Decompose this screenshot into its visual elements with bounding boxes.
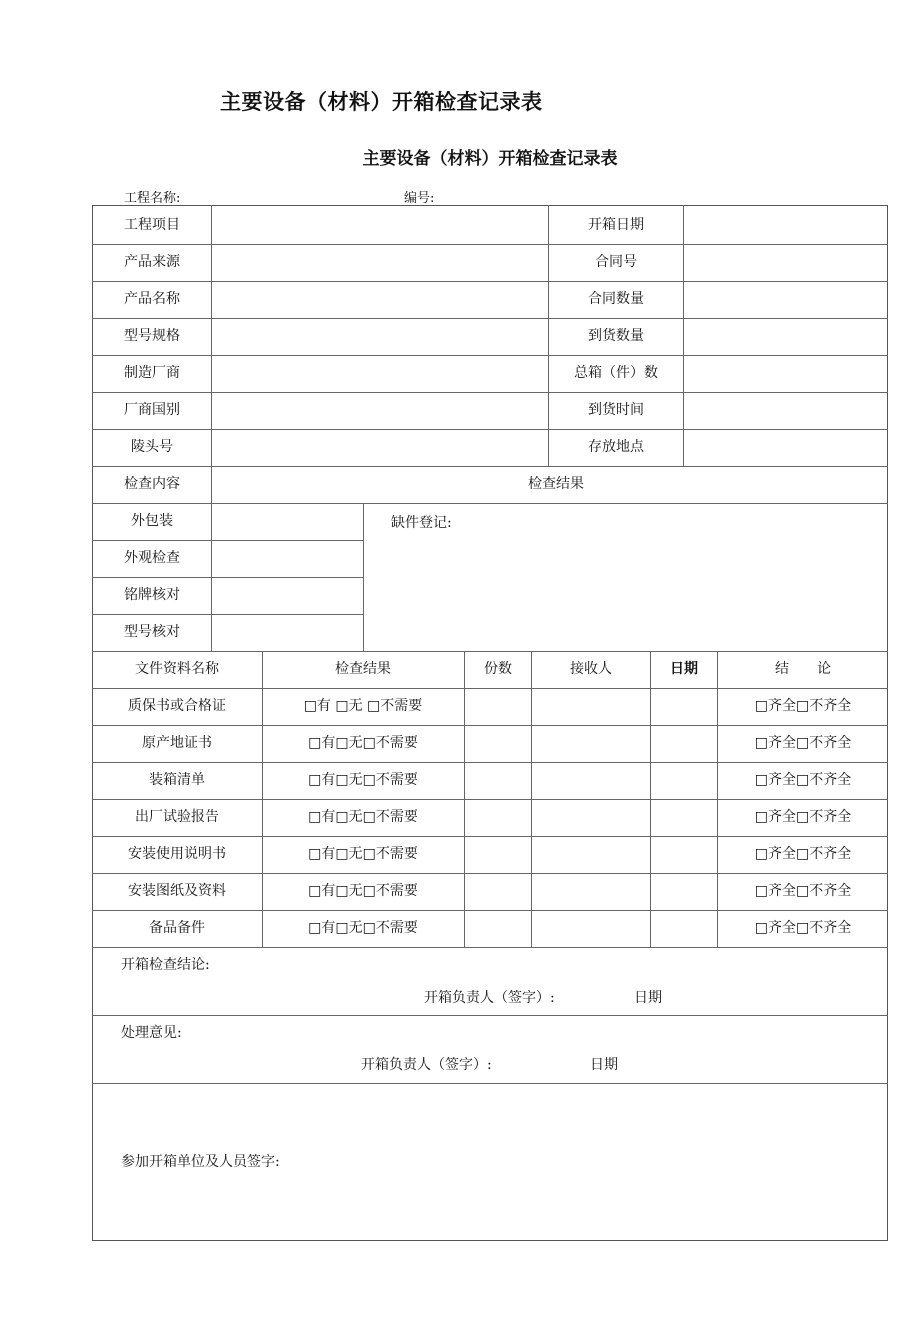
doc-row-conclusion[interactable]: □齐全□不齐全 — [754, 920, 852, 936]
doc-row-name: 装箱清单 — [149, 772, 205, 788]
inspection-content-header: 检查内容 — [124, 476, 180, 492]
doc-row-name: 安装图纸及资料 — [128, 883, 226, 899]
inspection-item-model: 型号核对 — [124, 624, 180, 640]
doc-row-conclusion[interactable]: □齐全□不齐全 — [754, 809, 852, 825]
info-label-marking-number: 陵头号 — [131, 439, 173, 455]
inspection-result-header: 检查结果 — [528, 476, 584, 492]
info-label-product-source: 产品来源 — [124, 254, 180, 270]
info-label-model-spec: 型号规格 — [124, 328, 180, 344]
doc-header-name: 文件资料名称 — [135, 661, 219, 677]
doc-row-result[interactable]: □有□无□不需要 — [308, 772, 418, 788]
opinion-date-label: 日期 — [590, 1057, 618, 1073]
doc-header-receiver: 接收人 — [570, 661, 612, 677]
info-label-manufacturer: 制造厂商 — [124, 365, 180, 381]
doc-row-result[interactable]: □有□无□不需要 — [308, 883, 418, 899]
doc-row-conclusion[interactable]: □齐全□不齐全 — [754, 846, 852, 862]
inspection-item-appearance: 外观检查 — [124, 550, 180, 566]
defect-registration-label: 缺件登记: — [391, 515, 452, 531]
conclusion-date-label: 日期 — [634, 990, 662, 1006]
doc-row-name: 质保书或合格证 — [128, 698, 226, 714]
info-label-product-name: 产品名称 — [124, 291, 180, 307]
info-label-total-boxes: 总箱（件）数 — [574, 365, 658, 381]
inspection-item-packaging: 外包装 — [131, 513, 173, 529]
info-label-contract-quantity: 合同数量 — [588, 291, 644, 307]
project-name-label: 工程名称: — [124, 191, 181, 206]
doc-header-copies: 份数 — [484, 661, 512, 677]
doc-row-result[interactable]: □有□无□不需要 — [308, 846, 418, 862]
info-label-delivered-quantity: 到货数量 — [588, 328, 644, 344]
handling-opinion-label: 处理意见: — [121, 1025, 182, 1041]
info-label-manufacturer-country: 厂商国别 — [124, 402, 180, 418]
doc-row-conclusion[interactable]: □齐全□不齐全 — [754, 772, 852, 788]
doc-header-date: 日期 — [670, 661, 698, 677]
page-title: 主要设备（材料）开箱检查记录表 — [220, 90, 543, 114]
doc-row-conclusion[interactable]: □齐全□不齐全 — [754, 735, 852, 751]
info-label-arrival-time: 到货时间 — [588, 402, 644, 418]
doc-row-name: 出厂试验报告 — [135, 809, 219, 825]
conclusion-signer-label: 开箱负责人（签字）: — [424, 990, 555, 1006]
doc-row-conclusion[interactable]: □齐全□不齐全 — [754, 698, 852, 714]
doc-row-conclusion[interactable]: □齐全□不齐全 — [754, 883, 852, 899]
doc-row-result[interactable]: □有 □无 □不需要 — [303, 698, 423, 714]
doc-header-check-result: 检查结果 — [335, 661, 391, 677]
inspection-item-nameplate: 铭牌核对 — [124, 587, 180, 603]
doc-row-name: 原产地证书 — [142, 735, 212, 751]
opinion-signer-label: 开箱负责人（签字）: — [361, 1057, 492, 1073]
doc-row-name: 备品备件 — [149, 920, 205, 936]
form-title: 主要设备（材料）开箱检查记录表 — [362, 149, 618, 169]
doc-row-result[interactable]: □有□无□不需要 — [308, 920, 418, 936]
info-label-project-item: 工程项目 — [124, 217, 180, 233]
info-label-contract-number: 合同号 — [595, 254, 637, 270]
info-label-storage-location: 存放地点 — [588, 439, 644, 455]
participants-signature-label: 参加开箱单位及人员签字: — [121, 1154, 280, 1170]
number-label: 编号: — [404, 191, 435, 206]
doc-row-result[interactable]: □有□无□不需要 — [308, 809, 418, 825]
doc-row-name: 安装使用说明书 — [128, 846, 226, 862]
doc-header-conclusion: 结 论 — [775, 661, 831, 677]
info-label-open-date: 开箱日期 — [588, 217, 644, 233]
open-box-conclusion-label: 开箱检查结论: — [121, 957, 210, 973]
doc-row-result[interactable]: □有□无□不需要 — [308, 735, 418, 751]
